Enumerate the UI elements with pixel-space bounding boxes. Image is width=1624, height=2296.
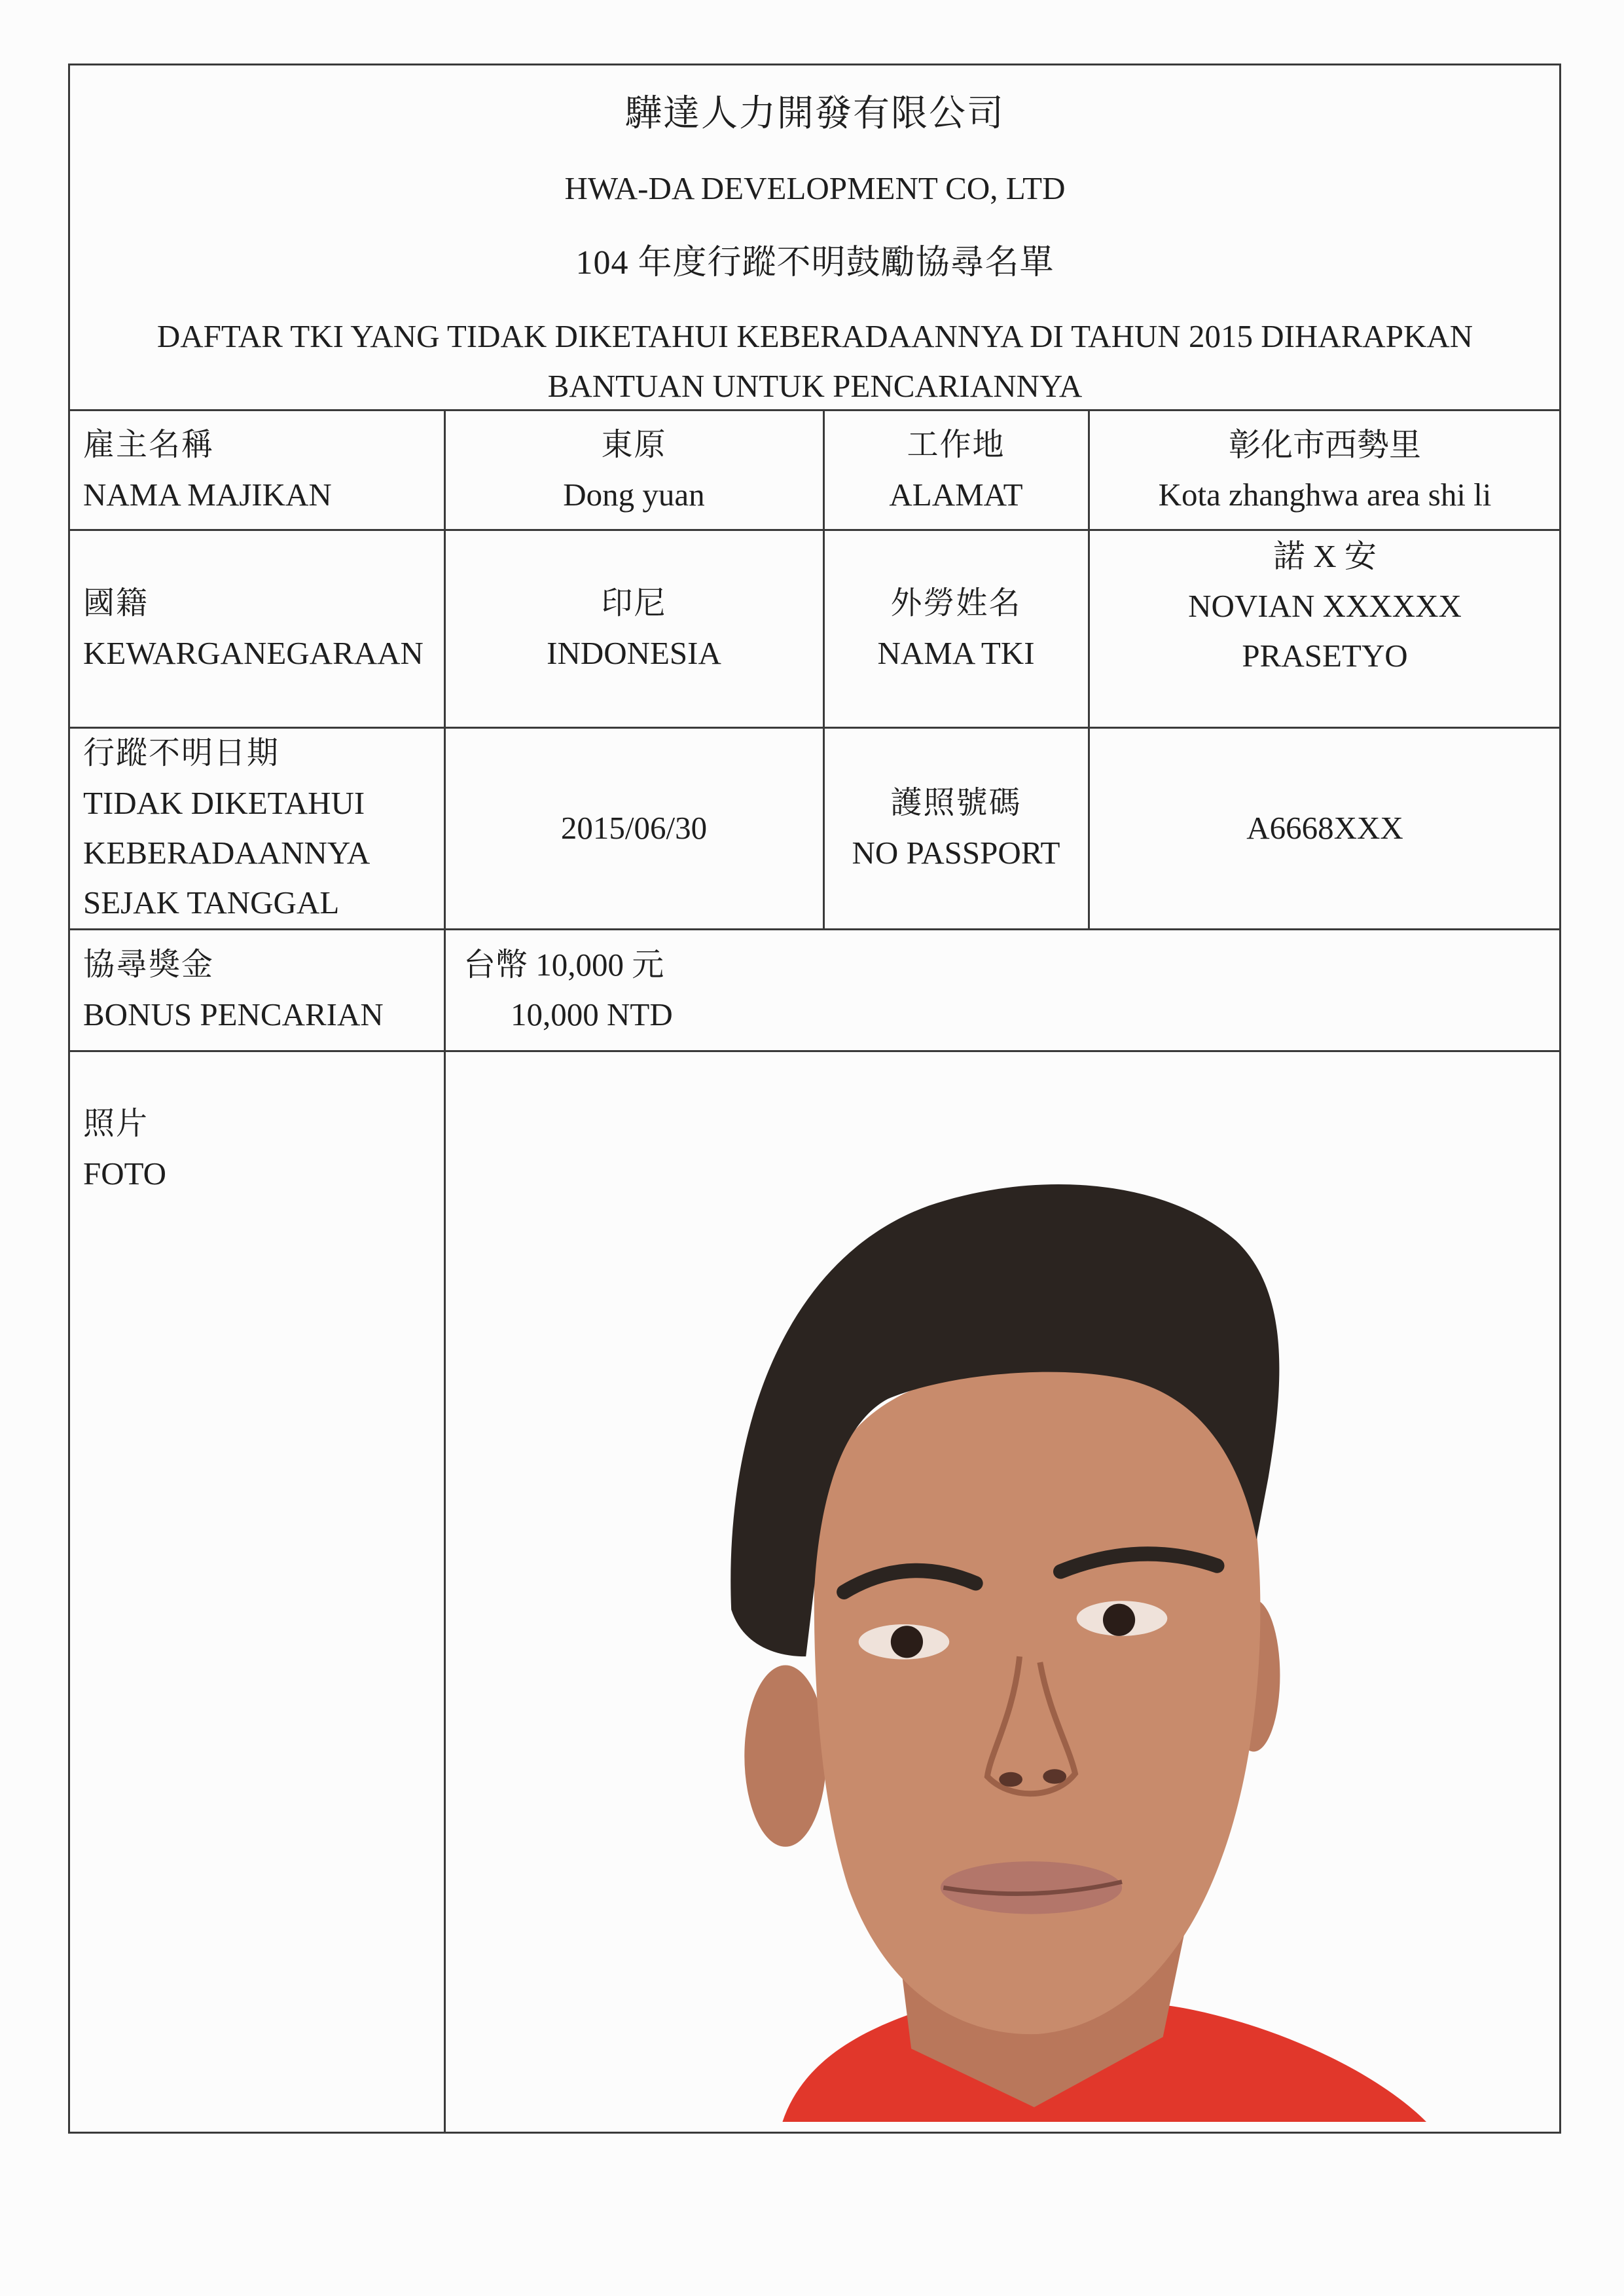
document-title-zh: 104 年度行蹤不明鼓勵協尋名單 <box>575 244 1055 282</box>
right-nostril <box>1043 1769 1066 1783</box>
company-name-en: HWA-DA DEVELOPMENT CO, LTD <box>564 170 1066 206</box>
worker-name-value-cell <box>1089 530 1561 727</box>
employer-label-id: NAMA MAJIKAN <box>83 476 332 513</box>
reward-value-cell <box>444 929 1561 1051</box>
passport-number: A6668XXX <box>1246 810 1403 846</box>
nationality-label-cell <box>69 530 444 727</box>
left-iris <box>891 1626 923 1658</box>
worker-name-label-zh: 外勞姓名 <box>890 586 1022 621</box>
missing-date-value: 2015/06/30 <box>560 810 708 846</box>
missing-date-label-id-line2: KEBERADAANNYA <box>83 835 370 871</box>
address-value-cell <box>1089 410 1561 530</box>
employer-label-cell <box>69 410 444 530</box>
document-title-id-line2: BANTUAN UNTUK PENCARIANNYA <box>547 368 1083 404</box>
photo-label-id: FOTO <box>83 1156 167 1192</box>
passport-label-id: NO PASSPORT <box>852 835 1060 871</box>
reward-label-zh: 協尋獎金 <box>83 947 215 982</box>
address-label-zh: 工作地 <box>907 427 1005 462</box>
nationality-label-id: KEWARGANEGARAAN <box>83 635 424 671</box>
employer-value-cell <box>444 410 823 530</box>
nationality-value-en: INDONESIA <box>547 635 721 671</box>
missing-date-value-cell <box>444 727 823 929</box>
worker-name-value-line1: NOVIAN XXXXXX <box>1188 588 1462 624</box>
nationality-label-zh: 國籍 <box>83 586 149 621</box>
company-name-zh: 驊達人力開發有限公司 <box>625 94 1005 134</box>
address-value-zh: 彰化市西勢里 <box>1228 426 1421 463</box>
missing-date-label-zh: 行蹤不明日期 <box>83 736 280 771</box>
missing-date-label-id-line3: SEJAK TANGGAL <box>83 884 340 920</box>
passport-label-cell <box>823 727 1089 929</box>
passport-label-zh: 護照號碼 <box>890 786 1022 820</box>
address-label-id: ALAMAT <box>889 476 1023 513</box>
worker-name-label-cell <box>823 530 1089 727</box>
employer-value-en: Dong yuan <box>563 476 705 513</box>
employer-value-zh: 東原 <box>601 427 667 462</box>
reward-value-en: 10,000 NTD <box>511 996 673 1032</box>
missing-date-label-id-line1: TIDAK DIKETAHUI <box>83 785 365 821</box>
reward-value-zh: 台幣 10,000 元 <box>463 947 664 983</box>
address-value-en: Kota zhanghwa area shi li <box>1158 476 1492 513</box>
face <box>814 1366 1261 2034</box>
worker-name-value-zh: 諾 X 安 <box>1273 538 1377 574</box>
passport-value-cell <box>1089 727 1561 929</box>
missing-date-label-cell <box>69 727 444 929</box>
photo-label-zh: 照片 <box>83 1106 149 1141</box>
portrait-photo <box>724 1171 1426 2122</box>
reward-label-id: BONUS PENCARIAN <box>83 996 384 1032</box>
photo-label-cell <box>69 1051 444 2134</box>
reward-label-cell <box>69 929 444 1051</box>
right-iris <box>1103 1604 1135 1636</box>
nationality-value-cell <box>444 530 823 727</box>
left-ear <box>744 1666 826 1847</box>
nationality-value-zh: 印尼 <box>601 586 667 621</box>
address-label-cell <box>823 410 1089 530</box>
employer-label-zh: 雇主名稱 <box>83 427 215 462</box>
left-nostril <box>999 1772 1022 1787</box>
worker-name-label-id: NAMA TKI <box>877 635 1035 671</box>
worker-name-value-line2: PRASETYO <box>1242 638 1408 674</box>
document-title-id-line1: DAFTAR TKI YANG TIDAK DIKETAHUI KEBERADAANNYA DI TAHUN 2015 DIHARAPKAN <box>156 318 1473 354</box>
